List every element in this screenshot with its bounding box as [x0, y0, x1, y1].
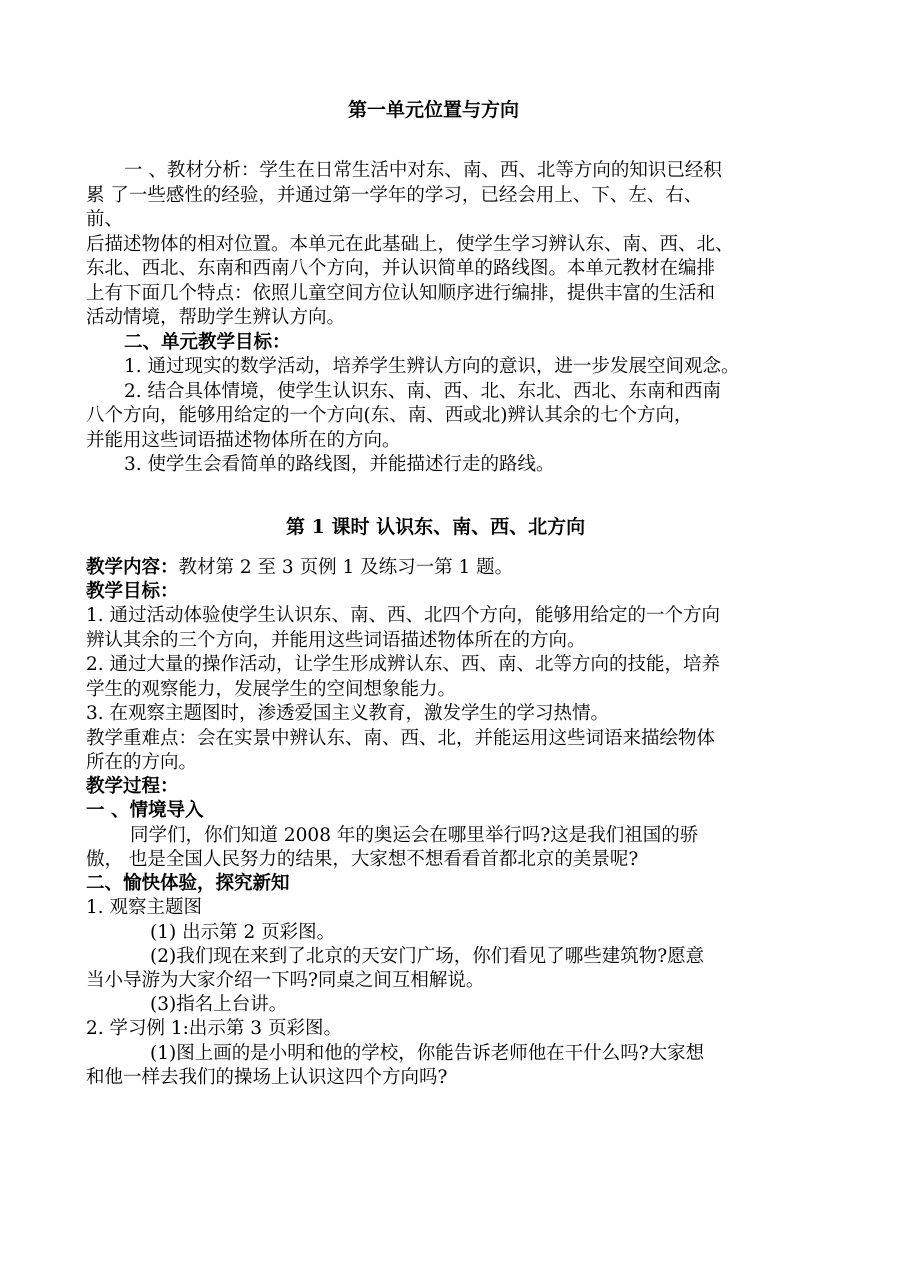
step-line: 当小导游为大家介绍一下吗?同桌之间互相解说。: [86, 970, 485, 991]
goal-line: 1. 通过现实的数学活动，培养学生辨认方向的意识，进一步发展空间观念。: [124, 356, 740, 377]
goal-line: 八个方向，能够用给定的一个方向(东、南、西或北)辨认其余的七个方向，: [86, 405, 693, 426]
section1-heading: 一 、情境导入: [86, 800, 204, 821]
content-text: 教材第 2 至 3 页例 1 及练习一第 1 题。: [178, 557, 514, 578]
analysis-line: 上有下面几个特点：依照儿童空间方位认知顺序进行编排，提供丰富的生活和: [86, 283, 716, 304]
analysis-line: 东北、西北、东南和西南八个方向，并认识简单的路线图。本单元教材在编排: [86, 258, 716, 279]
content-label: 教学内容：: [86, 557, 179, 578]
objective-line: 1. 通过活动体验使学生认识东、南、西、北四个方向，能够用给定的一个方向: [86, 605, 721, 626]
lesson-title: 第 1 课时 认识东、南、西、北方向: [286, 516, 586, 538]
unit-title: 第一单元位置与方向: [348, 99, 520, 121]
objectives-label: 教学目标：: [86, 581, 179, 602]
goal-line: 并能用这些词语描述物体所在的方向。: [86, 430, 401, 451]
objective-line: 学生的观察能力，发展学生的空间想象能力。: [86, 679, 457, 700]
analysis-line: 一 、教材分析：学生在日常生活中对东、南、西、北等方向的知识已经积: [124, 160, 722, 181]
step-line: (3)指名上台讲。: [150, 994, 288, 1015]
step-line: 2. 学习例 1:出示第 3 页彩图。: [86, 1018, 342, 1039]
difficulty-line: 教学重难点：会在实景中辨认东、南、西、北，并能运用这些词语来描绘物体: [86, 728, 716, 749]
section1-text: 同学们，你们知道 2008 年的奥运会在哪里举行吗?这是我们祖国的骄: [130, 825, 699, 846]
objective-line: 3. 在观察主题图时，渗透爱国主义教育，激发学生的学习热情。: [86, 703, 610, 724]
step-line: 和他一样去我们的操场上认识这四个方向吗?: [86, 1067, 448, 1088]
analysis-line: 后描述物体的相对位置。本单元在此基础上，使学生学习辨认东、南、西、北、: [86, 234, 734, 255]
step-line: 1. 观察主题图: [86, 897, 203, 918]
objective-line: 辨认其余的三个方向，并能用这些词语描述物体所在的方向。: [86, 630, 586, 651]
step-line: (2)我们现在来到了北京的天安门广场，你们看见了哪些建筑物?愿意: [150, 946, 705, 967]
difficulty-line: 所在的方向。: [86, 752, 198, 773]
step-line: (1)图上画的是小明和他的学校，你能告诉老师他在干什么吗?大家想: [150, 1043, 705, 1064]
objective-line: 2. 通过大量的操作活动，让学生形成辨认东、西、南、北等方向的技能，培养: [86, 654, 721, 675]
content-line: [86, 556, 513, 580]
analysis-line: 活动情境，帮助学生辨认方向。: [86, 307, 346, 328]
goal-line: 3. 使学生会看简单的路线图，并能描述行走的路线。: [124, 454, 555, 475]
analysis-line: 前、: [86, 209, 124, 230]
process-label: 教学过程：: [86, 776, 179, 797]
analysis-line: 累 了一些感性的经验，并通过第一学年的学习，已经会用上、下、左、右、: [86, 185, 703, 206]
section1-text: 傲， 也是全国人民努力的结果，大家想不想看看首都北京的美景呢?: [86, 849, 639, 870]
section2-heading: 二、愉快体验，探究新知: [86, 873, 290, 894]
goal-line: 2. 结合具体情境，使学生认识东、南、西、北、东北、西北、东南和西南: [124, 381, 722, 402]
goals-heading: 二、单元教学目标：: [124, 332, 291, 353]
step-line: (1) 出示第 2 页彩图。: [150, 922, 336, 943]
